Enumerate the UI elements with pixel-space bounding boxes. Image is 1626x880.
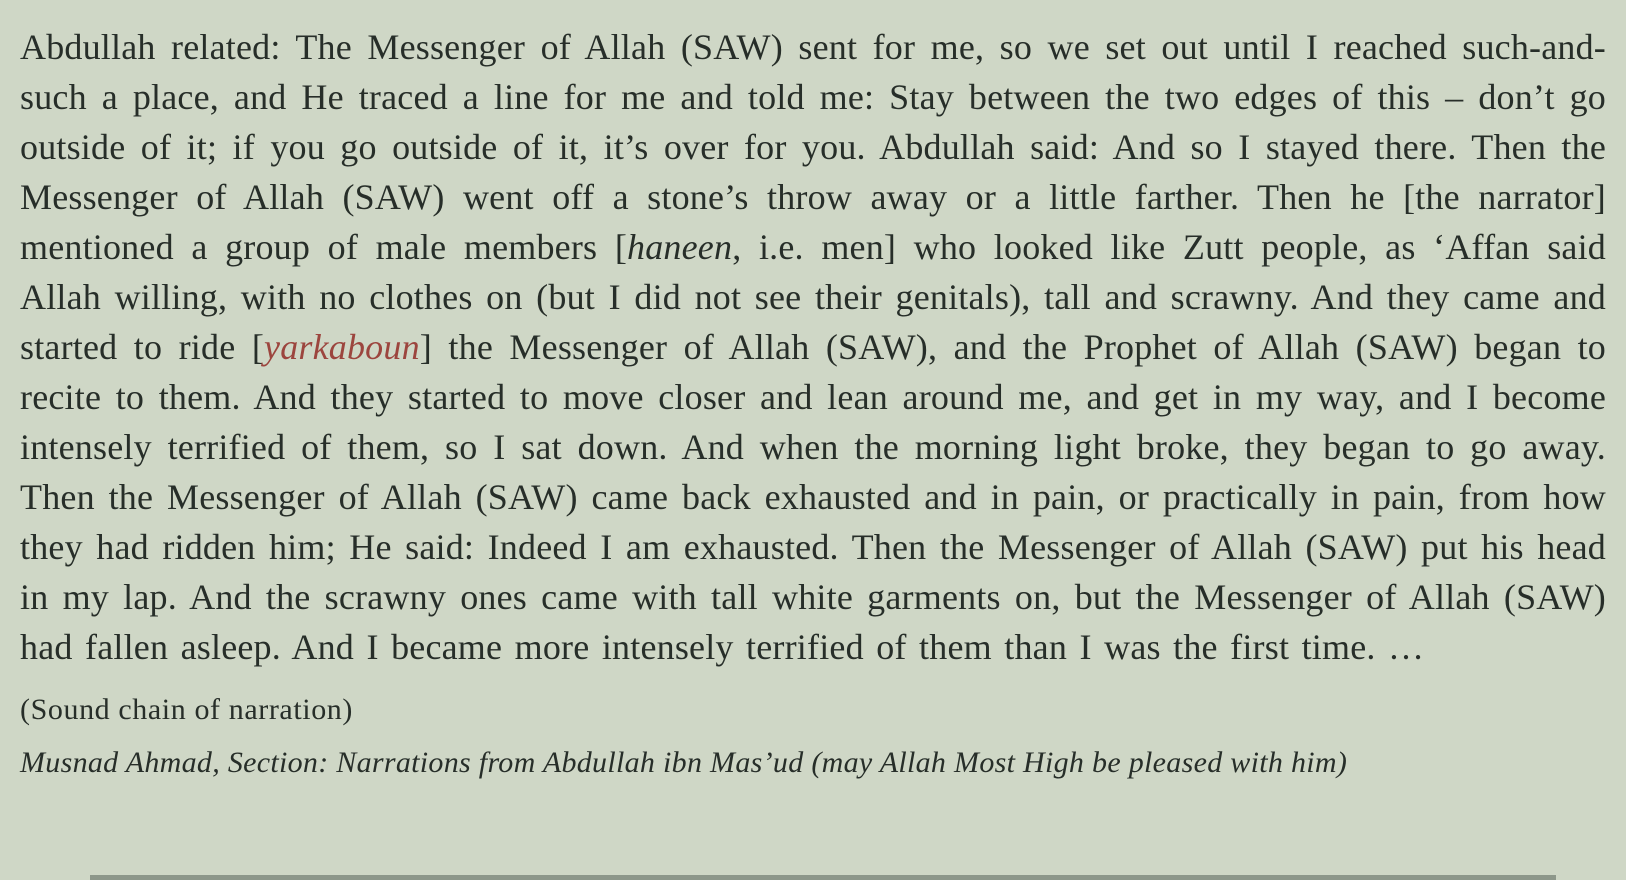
narration-grade-note: (Sound chain of narration) bbox=[20, 693, 354, 726]
hadith-text-segment: ] the Messenger of Allah (SAW), and the Prophet of Allah (SAW) began to recite to them. And they started to move closer and lean around me, and get in my way, and I become intensely terrified of them, so I sat down. And when the morning light broke, they began to go away. Then the Messenger of Allah (SAW) came back exhausted and in pain, or practically in pain, from how they had ridden him; He said: Indeed I am exhausted. Then the Messenger of Allah (SAW) put his head in my lap. And the scrawny ones came with tall white garments on, but the Messenger of Allah (SAW) had fallen asleep. And I became more intensely terrified of them than I was the first time. … bbox=[20, 327, 1606, 667]
hadith-text-segment: Abdullah related: The Messenger of Allah (SAW) sent for me, so we set out until I reached such-and-such a place, and He traced a line for me and told me: Stay between the two edges of this – don’t go outside of it; if you go outside of it, it’s over for you. Abdullah said: And so I stayed there. Then the Messenger of Allah (SAW) went off a stone’s throw away or a little farther. Then he [the narrator] mentioned a group of male members [ bbox=[20, 27, 1606, 267]
bottom-cropped-strip bbox=[90, 875, 1556, 880]
hadith-text-segment: , i.e. men] who looked like Zutt people, as ‘Affan said Allah willing, with no clothes on (but I did not see their genitals), tall and scrawny. And they came and started to ride [ bbox=[20, 227, 1606, 367]
hadith-paragraph bbox=[20, 22, 1606, 672]
source-citation: Musnad Ahmad, Section: Narrations from Abdullah ibn Mas’ud (may Allah Most High be pleased with him) bbox=[20, 746, 1348, 779]
transliterated-term-haneen: haneen bbox=[627, 227, 733, 267]
transliterated-term-yarkaboun: yarkaboun bbox=[264, 327, 420, 367]
